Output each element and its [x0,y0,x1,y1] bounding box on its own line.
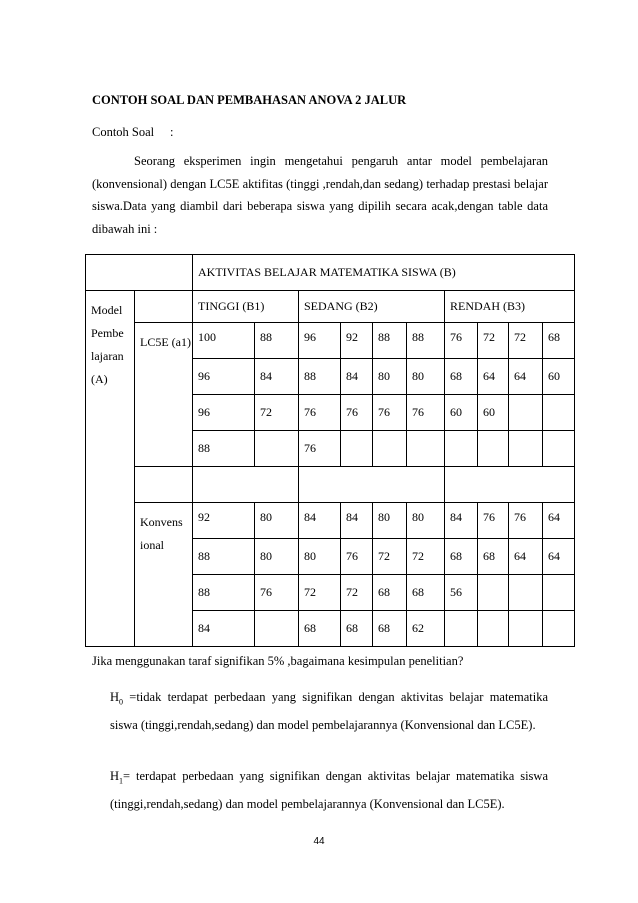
intro-paragraph [92,150,548,240]
table-cell: 56 [445,575,478,611]
hypothesis-h1 [110,765,548,816]
table-separator-row [86,467,575,503]
page-heading: CONTOH SOAL DAN PEMBAHASAN ANOVA 2 JALUR [92,93,407,107]
table-cell: 88 [193,539,255,575]
table-cell: 68 [299,611,341,647]
table-cell: 68 [478,539,509,575]
table-cell: 64 [478,359,509,395]
table-corner-cell [86,255,193,291]
col-header-sedang: SEDANG (B2) [299,291,445,323]
table-cell: 88 [407,323,445,359]
table-cell: 92 [193,503,255,539]
table-cell: 72 [299,575,341,611]
table-cell: 64 [543,503,575,539]
table-cell [543,431,575,467]
table-cell: 72 [373,539,407,575]
table-cell: 84 [255,359,299,395]
table-cell [509,431,543,467]
table-cell [478,575,509,611]
data-table [85,254,575,647]
table-cell: 80 [373,503,407,539]
table-cell: 84 [445,503,478,539]
table-cell: 80 [255,503,299,539]
table-cell: 92 [341,323,373,359]
table-cell: 72 [509,323,543,359]
group-label: LC5E (a1) [135,323,193,467]
separator-sedang-cell [299,467,445,503]
table-cell: 60 [445,395,478,431]
table-cell [478,611,509,647]
table-cell: 80 [255,539,299,575]
table-cell: 68 [341,611,373,647]
table-cell: 68 [445,539,478,575]
table-cell: 60 [543,359,575,395]
col-header-tinggi: TINGGI (B1) [193,291,299,323]
table-cell [341,431,373,467]
table-cell: 76 [478,503,509,539]
table-cell: 64 [543,539,575,575]
table-cell: 84 [341,503,373,539]
h1-symbol: H [110,769,120,783]
question-text: Jika menggunakan taraf signifikan 5% ,bagaimana kesimpulan penelitian? [92,654,464,668]
table-cell: 72 [478,323,509,359]
h0-text: =tidak terdapat perbedaan yang signifikan dengan aktivitas belajar matematika siswa (tinggi,rendah,sedang) dan model pembelajarannya (Konvensional dan LC5E). [110,690,548,732]
table-cell [478,431,509,467]
separator-rendah-cell [445,467,575,503]
table-cell: 80 [407,503,445,539]
table-main-header: AKTIVITAS BELAJAR MATEMATIKA SISWA (B) [193,255,575,291]
table-cell: 68 [407,575,445,611]
table-cell: 64 [509,539,543,575]
table-cell: 68 [373,611,407,647]
table-cell: 60 [478,395,509,431]
table-cell [373,431,407,467]
group-label: Konvens ional [135,503,193,647]
table-cell: 72 [255,395,299,431]
table-cell: 84 [299,503,341,539]
table-cell: 72 [341,575,373,611]
h1-text: = terdapat perbedaan yang signifikan dengan aktivitas belajar matematika siswa (tinggi,rendah,sedang) dan model pembelajarannya (Konvensional dan LC5E). [110,769,548,811]
table-cell: 68 [445,359,478,395]
table-group-header-blank [135,291,193,323]
table-cell: 76 [445,323,478,359]
table-main-header-row [86,255,575,291]
table-cell: 80 [373,359,407,395]
table-cell: 76 [341,539,373,575]
table-cell: 88 [255,323,299,359]
table-row [86,323,575,359]
example-label-text: Contoh Soal [92,125,155,139]
h1-subscript: 1 [119,776,124,786]
table-cell [255,611,299,647]
table-cell [255,431,299,467]
table-cell [543,395,575,431]
table-cell: 76 [373,395,407,431]
table-cell [543,611,575,647]
table-cell: 88 [193,431,255,467]
intro-text: Seorang eksperimen ingin mengetahui pengaruh antar model pembelajaran (konvensional) dengan LC5E aktifitas (tinggi ,rendah,dan sedang) terhadap prestasi belajar siswa.Data yang diambil dari beberapa siswa yang dipilih secara acak,dengan table data dibawah ini : [92,154,548,236]
table-cell: 62 [407,611,445,647]
example-label-colon: : [170,125,174,139]
separator-tinggi-cell [193,467,299,503]
table-cell: 88 [299,359,341,395]
table-cell: 96 [193,359,255,395]
table-cell: 72 [407,539,445,575]
table-cell: 88 [373,323,407,359]
table-cell: 84 [193,611,255,647]
table-cell: 76 [299,395,341,431]
table-cell: 96 [299,323,341,359]
separator-group-cell [135,467,193,503]
table-cell: 76 [407,395,445,431]
table-row [86,503,575,539]
table-cell [509,611,543,647]
table-cell [407,431,445,467]
example-label [92,125,174,140]
table-cell: 76 [255,575,299,611]
table-cell [509,575,543,611]
table-cell: 80 [299,539,341,575]
table-cell: 68 [373,575,407,611]
hypothesis-h0 [110,686,548,737]
table-cell: 96 [193,395,255,431]
table-cell: 68 [543,323,575,359]
table-row-header: Model Pembe lajaran (A) [86,291,135,647]
table-cell [445,611,478,647]
table-cell [509,395,543,431]
table-cell: 76 [299,431,341,467]
table-cell: 80 [407,359,445,395]
table-cell: 88 [193,575,255,611]
table-cell: 100 [193,323,255,359]
h0-symbol: H [110,690,120,704]
h0-subscript: 0 [119,697,124,707]
table-cell: 84 [341,359,373,395]
table-cell [543,575,575,611]
col-header-rendah: RENDAH (B3) [445,291,575,323]
table-cell: 76 [509,503,543,539]
table-cell: 76 [341,395,373,431]
page-number: 44 [313,836,325,847]
table-cell: 64 [509,359,543,395]
table-column-header-row [86,291,575,323]
table-cell [445,431,478,467]
